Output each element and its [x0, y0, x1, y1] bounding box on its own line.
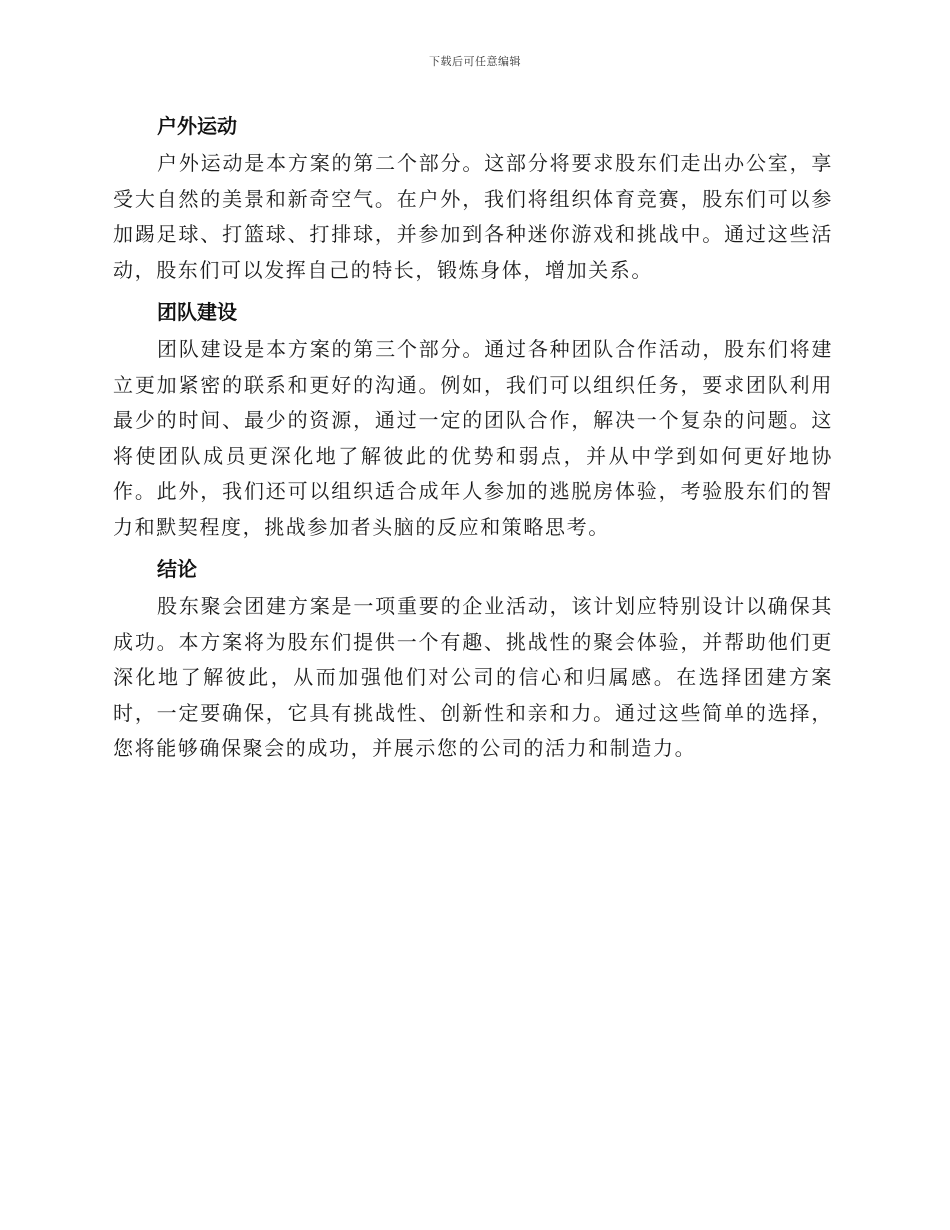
section-paragraph-conclusion: 股东聚会团建方案是一项重要的企业活动，该计划应特别设计以确保其成功。本方案将为股东们提供一个有趣、挑战性的聚会体验，并帮助他们更深化地了解彼此，从而加强他们对公司的信心和归属感。在选择团建方案时，一定要确保，它具有挑战性、创新性和亲和力。通过这些简单的选择，您将能够确保聚会的成功，并展示您的公司的活力和制造力。 [113, 594, 833, 760]
section-heading-team-building: 团队建设 [157, 300, 237, 324]
section-heading-outdoor: 户外运动 [157, 114, 237, 138]
header-note: 下载后可任意编辑 [429, 55, 521, 68]
section-paragraph-team-building: 团队建设是本方案的第三个部分。通过各种团队合作活动，股东们将建立更加紧密的联系和更好的沟通。例如，我们可以组织任务，要求团队利用最少的时间、最少的资源，通过一定的团队合作，解决一个复杂的问题。这将使团队成员更深化地了解彼此的优势和弱点，并从中学到如何更好地协作。此外，我们还可以组织适合成年人参加的逃脱房体验，考验股东们的智力和默契程度，挑战参加者头脑的反应和策略思考。 [113, 337, 833, 539]
document-body [113, 108, 833, 767]
section-heading-conclusion: 结论 [157, 557, 197, 581]
section-paragraph-outdoor: 户外运动是本方案的第二个部分。这部分将要求股东们走出办公室，享受大自然的美景和新奇空气。在户外，我们将组织体育竞赛，股东们可以参加踢足球、打篮球、打排球，并参加到各种迷你游戏和挑战中。通过这些活动，股东们可以发挥自己的特长，锻炼身体，增加关系。 [113, 151, 833, 282]
